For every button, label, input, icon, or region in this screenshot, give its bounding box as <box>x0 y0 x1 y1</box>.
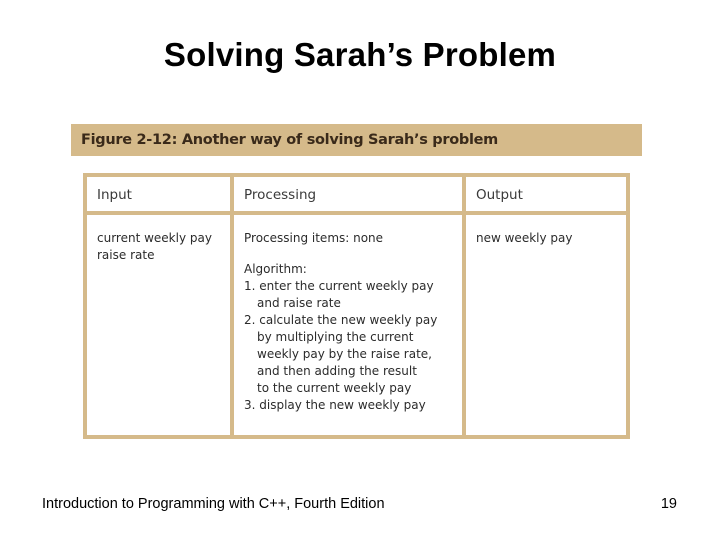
algorithm-label: Algorithm: <box>244 262 307 276</box>
ipo-table <box>83 173 630 439</box>
header-output: Output <box>466 177 626 211</box>
processing-items-line: Processing items: none <box>244 231 384 245</box>
processing-cell <box>234 215 462 435</box>
algorithm-step: 3. display the new weekly pay <box>244 398 426 412</box>
algorithm-step: 2. calculate the new weekly pay <box>244 313 438 327</box>
output-item: new weekly pay <box>476 231 573 245</box>
header-processing: Processing <box>234 177 462 211</box>
page-number: 19 <box>660 496 677 512</box>
output-cell <box>466 215 626 435</box>
algorithm-step-continuation: by multiplying the current <box>257 330 414 344</box>
footer-book-title: Introduction to Programming with C++, Fourth Edition <box>42 496 385 512</box>
algorithm-step-continuation: weekly pay by the raise rate, <box>257 347 432 361</box>
input-item: current weekly pay <box>97 231 212 245</box>
slide-title: Solving Sarah’s Problem <box>163 36 557 73</box>
header-input: Input <box>87 177 230 211</box>
algorithm-step: 1. enter the current weekly pay <box>244 279 434 293</box>
input-item: raise rate <box>97 248 155 262</box>
figure-caption: Figure 2-12: Another way of solving Sarah’s problem <box>71 124 642 156</box>
algorithm-step-continuation: and then adding the result <box>257 364 417 378</box>
input-cell <box>87 215 230 435</box>
algorithm-step-continuation: to the current weekly pay <box>257 381 412 395</box>
algorithm-step-continuation: and raise rate <box>257 296 341 310</box>
